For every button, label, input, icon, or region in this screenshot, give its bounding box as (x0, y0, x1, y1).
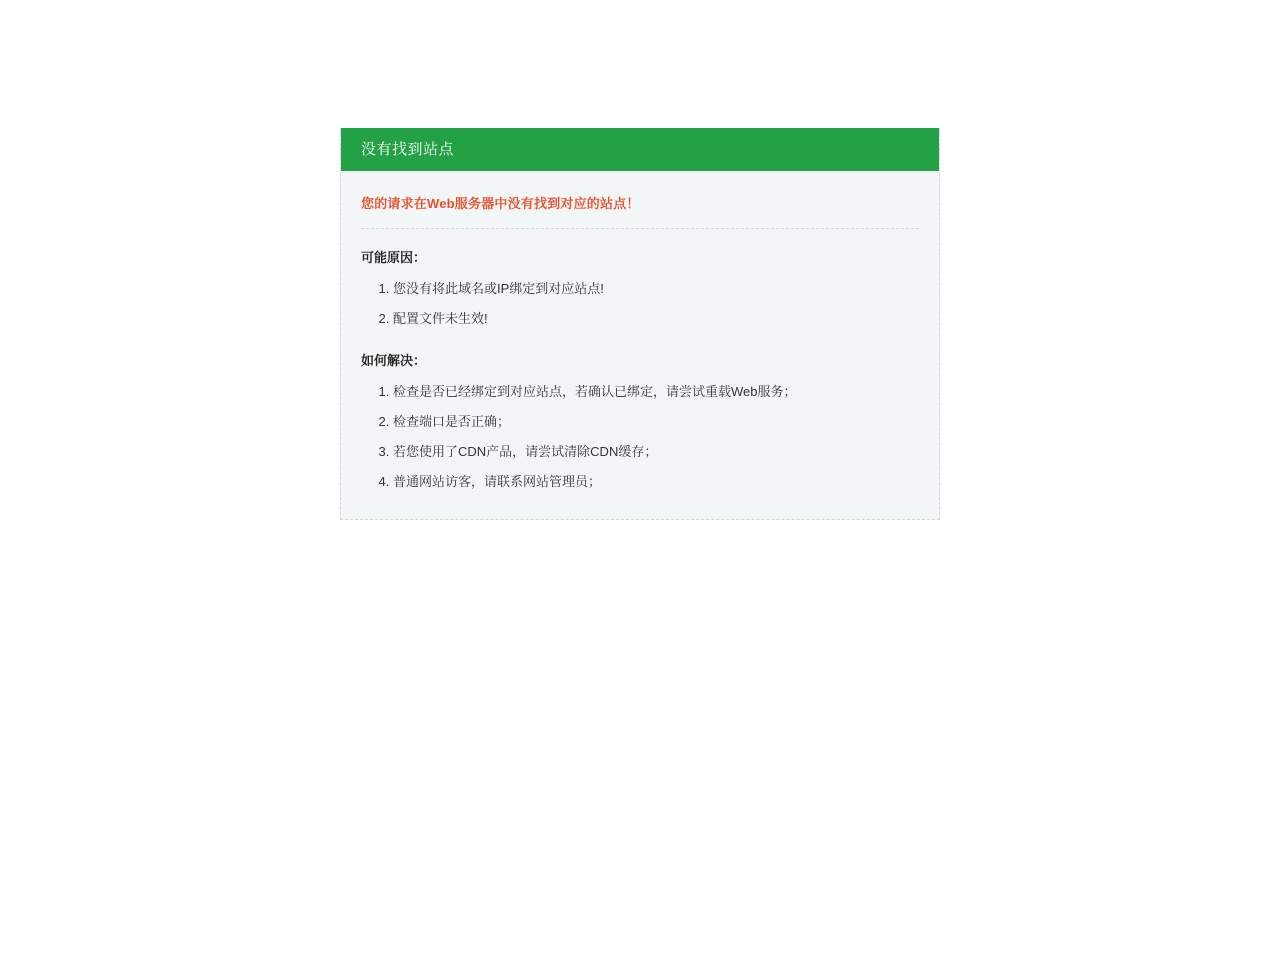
list-item: 1. 检查是否已经绑定到对应站点，若确认已绑定，请尝试重载Web服务； (393, 377, 919, 407)
list-item: 2. 配置文件未生效! (393, 304, 919, 334)
error-panel (340, 128, 940, 520)
panel-body (341, 171, 939, 519)
list-item: 2. 检查端口是否正确； (393, 407, 919, 437)
divider (361, 228, 919, 229)
error-message: 您的请求在Web服务器中没有找到对应的站点！ (361, 196, 640, 211)
solution-list (361, 377, 919, 497)
solution-heading: 如何解决： (361, 353, 427, 368)
list-item: 3. 若您使用了CDN产品，请尝试清除CDN缓存； (393, 437, 919, 467)
section-spacer (361, 334, 919, 350)
panel-header: 没有找到站点 (341, 128, 939, 171)
reason-heading: 可能原因： (361, 250, 427, 265)
reason-list (361, 274, 919, 334)
list-item: 1. 您没有将此域名或IP绑定到对应站点! (393, 274, 919, 304)
list-item: 4. 普通网站访客，请联系网站管理员； (393, 467, 919, 497)
